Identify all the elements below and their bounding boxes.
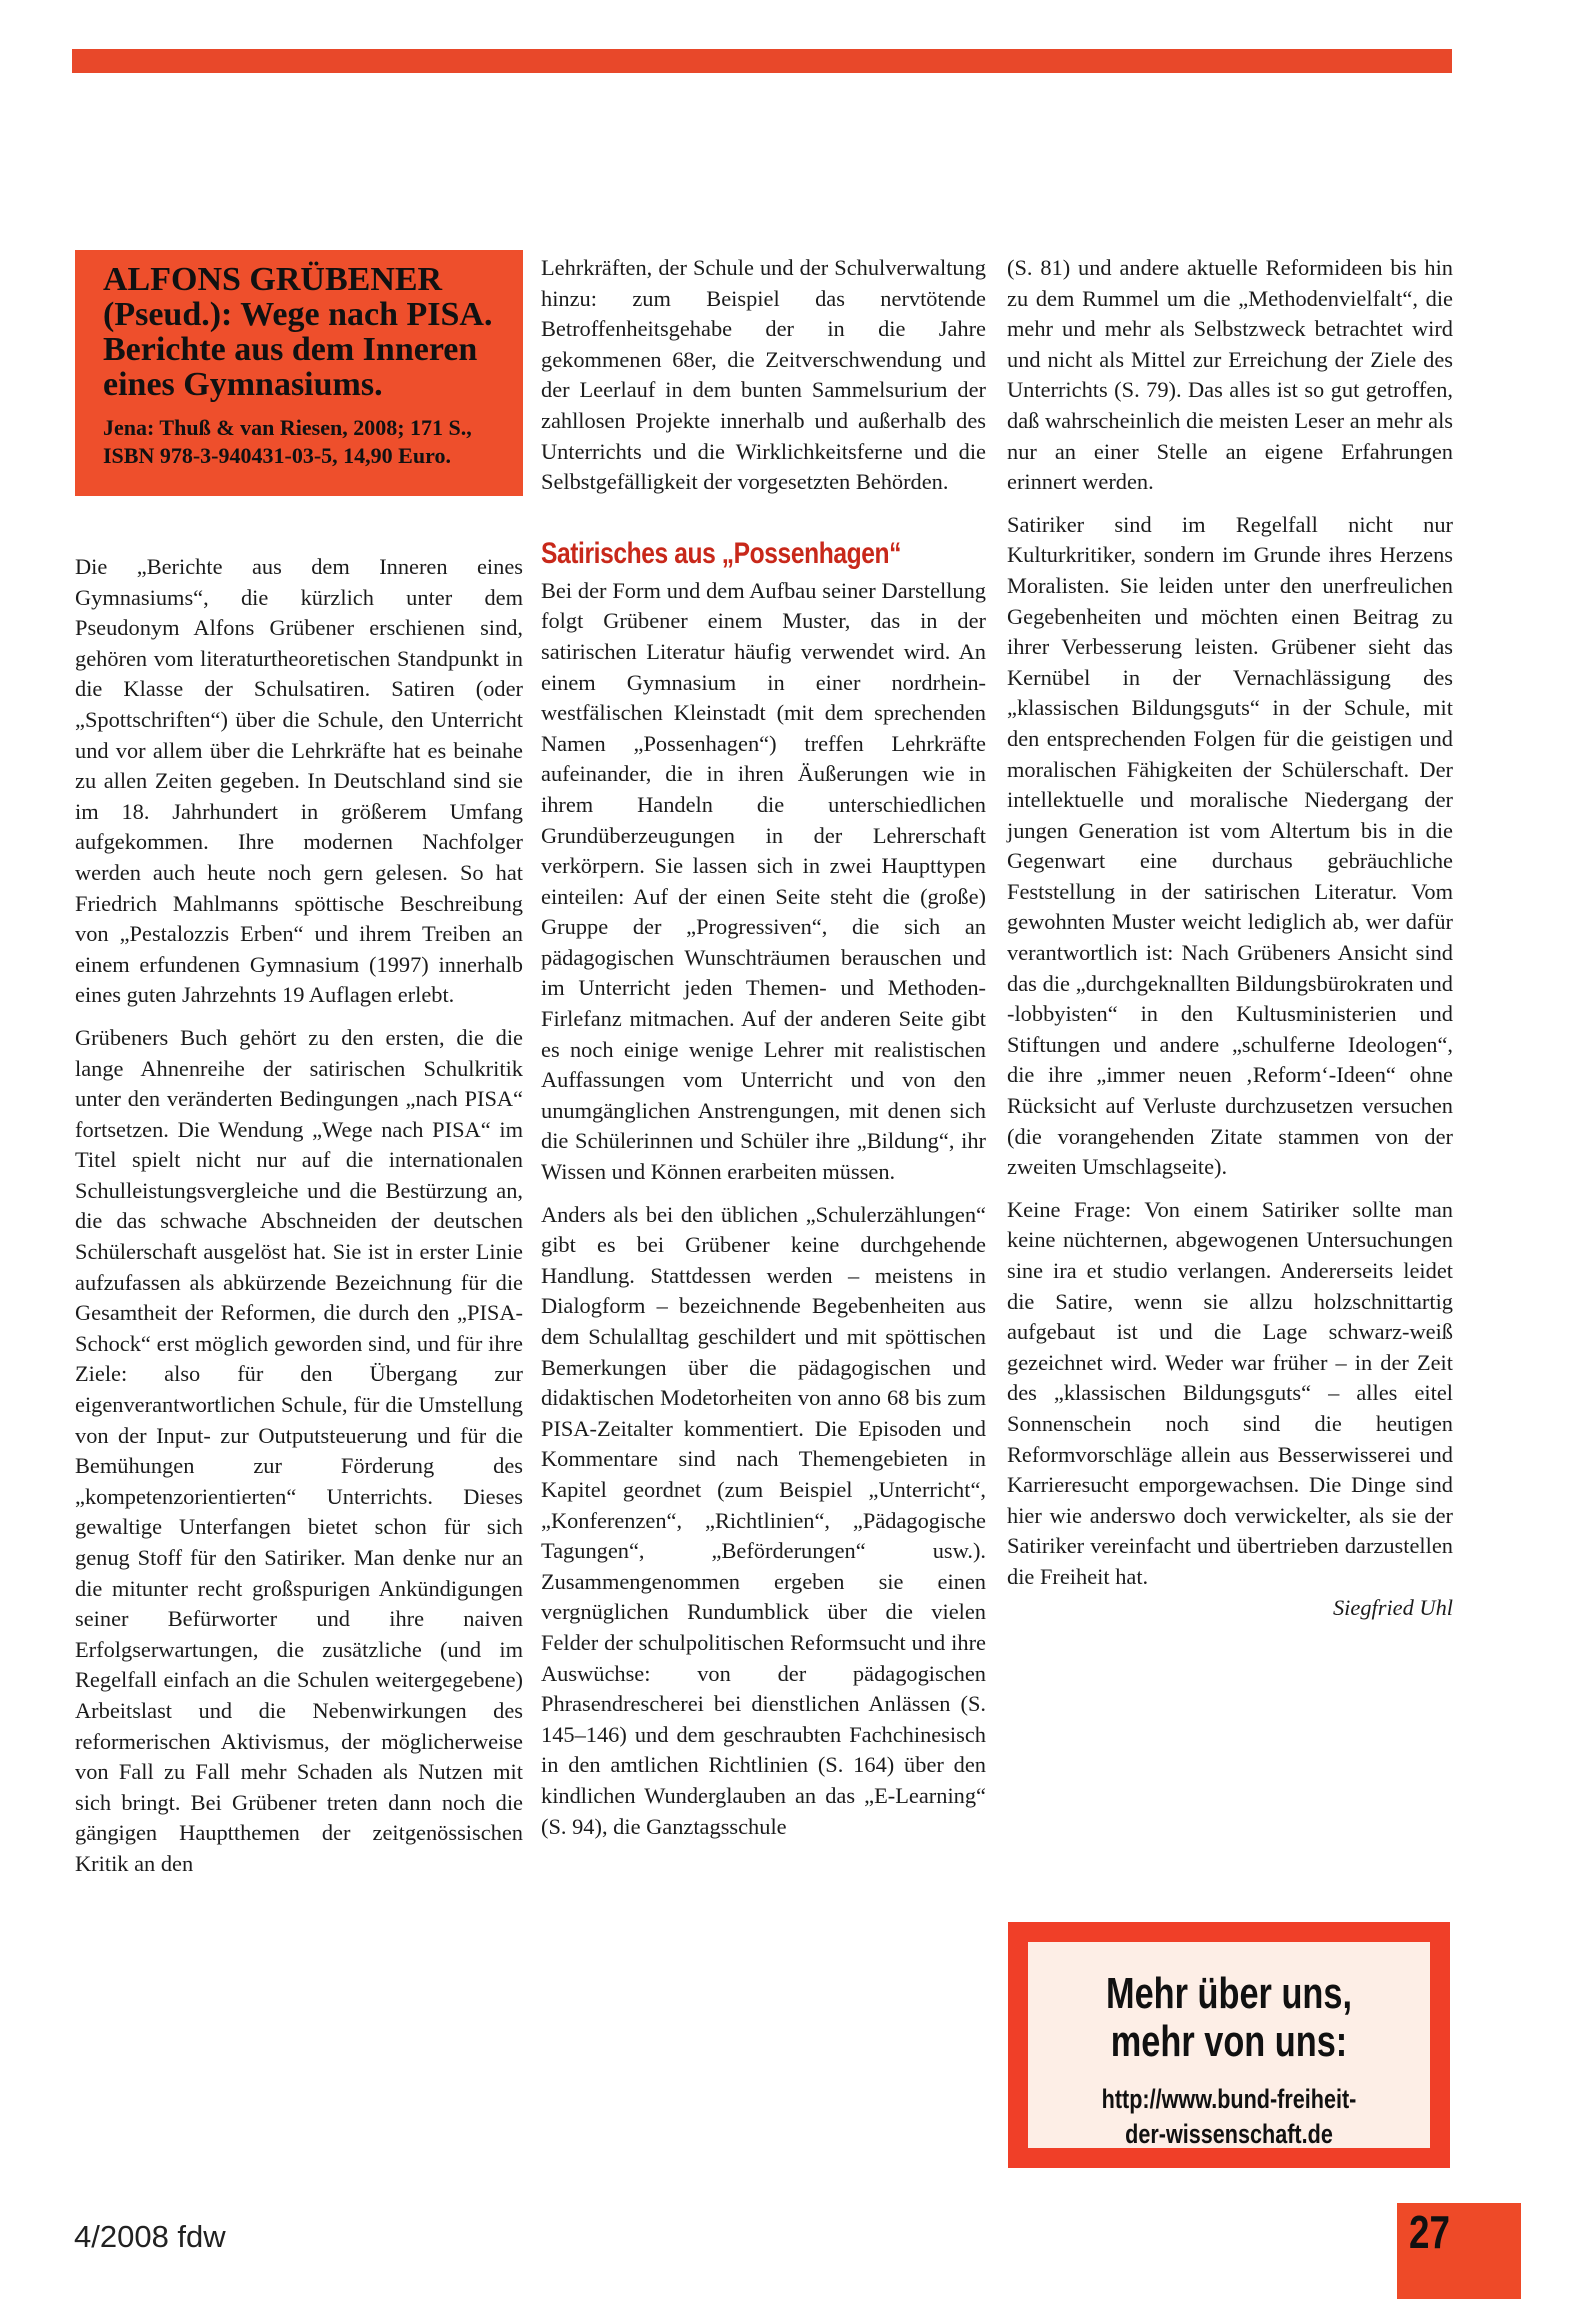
book-title: ALFONS GRÜBENER (Pseud.): Wege nach PISA. Berichte aus dem Inneren eines Gymnasiums.: [103, 261, 493, 403]
paragraph: Lehrkräften, der Schule und der Schulverwaltung hinzu: zum Beispiel das nervtötende Betroffenheitsgehabe der in die Jahre gekommenen 68er, die Zeitverschwendung und der Leerlauf in dem bunten Sammelsurium der zahllosen Projekte innerhalb und außerhalb des Unterrichts und die Wirklichkeitsferne und die Selbstgefälligkeit der vorgesetzten Behörden.: [541, 255, 986, 495]
ad-url-line2[interactable]: der-wissenschaft.de: [1125, 2119, 1333, 2149]
paragraph: Grübeners Buch gehört zu den ersten, die die lange Ahnenreihe der satirischen Schulkritik unter den veränderten Bedingungen „nach PISA“ fortsetzen. Die Wendung „Wege nach PISA“ im Titel spielt nicht nur auf die internationalen Schulleistungsvergleiche und die Bestürzung an, die das schwache Abschneiden der deutschen Schülerschaft ausgelöst hat. Sie ist in erster Linie aufzufassen als abkürzende Bezeichnung für die Gesamtheit der Reformen, die durch den „PISA-Schock“ erst möglich geworden sind, und für ihre Ziele: also für den Übergang zur eigenverantwortlichen Schule, für die Umstellung von der Input- zur Outputsteuerung und für die Bemühungen zur Förderung des „kompetenzorientierten“ Unterrichts. Dieses gewaltige Unterfangen bietet schon für sich genug Stoff für den Satiriker. Man denke nur an die mitunter recht großspurigen Ankündigungen seiner Befürworter und ihre naiven Erfolgserwartungen, die zusätzliche (und im Regelfall einfach an die Schulen weitergegebene) Arbeitslast und die Nebenwirkungen des reformerischen Aktivismus, der möglicherweise von Fall zu Fall mehr Schaden als Nutzen mit sich bringt. Bei Grübener treten dann noch die gängigen Hauptthemen der zeitgenössischen Kritik an den: [75, 1024, 523, 1876]
column-2: [541, 253, 986, 1842]
page-number-box: [1397, 2203, 1521, 2299]
paragraph: Satiriker sind im Regelfall nicht nur Kulturkritiker, sondern im Grunde ihres Herzens Moralisten. Sie leiden unter den unerfreulichen Gegebenheiten und möchten einen Beitrag zu ihrer Verbesserung leisten. Grübener sieht das Kernübel in der Vernachlässigung des „klassischen Bildungsguts“ in der Schule, mit den entsprechenden Folgen für die geistigen und moralischen Fähigkeiten der Schülerschaft. Der intellektuelle und moralische Niedergang der jungen Generation ist vom Altertum bis in die Gegenwart eine durchaus gebräuchliche Feststellung in der satirischen Literatur. Vom gewohnten Muster weicht lediglich ab, wer dafür verantwortlich ist: Nach Grübeners Ansicht sind das die „durchgeknallten Bildungsbürokraten und -lobbyisten“ in den Kultusministerien und Stiftungen und andere „schulferne Ideologen“, die ihre „immer neuen ‚Reform‘-Ideen“ ohne Rücksicht auf Verluste durchzusetzen versuchen (die vorangehenden Zitate stammen von der zweiten Umschlagseite).: [1007, 511, 1453, 1180]
ad-headline-line1: Mehr über uns,: [1106, 1969, 1352, 2018]
top-accent-bar: [72, 49, 1452, 73]
paragraph: Bei der Form und dem Aufbau seiner Darstellung folgt Grübener einem Muster, das in der satirischen Literatur häufig verwendet wird. An einem Gymnasium in einer nordrhein-westfälischen Kleinstadt (mit dem sprechenden Namen „Possenhagen“) treffen Lehrkräfte aufeinander, die in ihren Äußerungen wie in ihrem Handeln die unterschiedlichen Grundüberzeugungen in der Lehrerschaft verkörpern. Sie lassen sich in zwei Haupttypen einteilen: Auf der einen Seite steht die (große) Gruppe der „Progressiven“, die sich an pädagogischen Wunschträumen berauschen und im Unterricht jeden Themen- und Methoden-Firlefanz mitmachen. Auf der anderen Seite gibt es noch einige wenige Lehrer mit realistischen Auffassungen vom Unterricht und von den unumgänglichen Anstrengungen, mit denen sich die Schülerinnen und Schüler ihre „Bildung“, ihr Wissen und Können erarbeiten müssen.: [541, 577, 986, 1185]
ad-url-line1[interactable]: http://www.bund-freiheit-: [1101, 2084, 1357, 2114]
column-1: [75, 250, 523, 1880]
paragraph: Anders als bei den üblichen „Schulerzählungen“ gibt es bei Grübener keine durchgehende Handlung. Stattdessen werden – meistens in Dialogform – bezeichnende Begebenheiten aus dem Schulalltag geschildert und mit spöttischen Bemerkungen über die pädagogischen und didaktischen Modetorheiten von anno 68 bis zum PISA-Zeitalter kommentiert. Die Episoden und Kommentare sind nach Themengebieten in Kapitel geordnet (zum Beispiel „Unterricht“, „Konferenzen“, „Richtlinien“, „Pädagogische Tagungen“, „Beförderungen“ usw.). Zusammengenommen ergeben sie einen vergnüglichen Rundumblick über die vielen Felder der schulpolitischen Reformsucht und ihre Auswüchse: von der pädagogischen Phrasendrescherei bei dienstlichen Anlässen (S. 145–146) und dem geschraubten Fachchinesisch in den amtlichen Richtlinien (S. 164) über den kindlichen Wunderglauben an das „E-Learning“ (S. 94), die Ganztagsschule: [541, 1201, 986, 1839]
paragraph: (S. 81) und andere aktuelle Reformideen bis hin zu dem Rummel um die „Methodenvielfalt“, die mehr und mehr als Selbstzweck betrachtet wird und nicht als Mittel zur Erreichung der Ziele des Unterrichts (S. 79). Das alles ist so gut getroffen, daß wahrscheinlich die meisten Leser an mehr als nur an einer Stelle an eigene Erfahrungen erinnert werden.: [1007, 255, 1453, 495]
page-number: 27: [1409, 2206, 1450, 2258]
paragraph: Die „Berichte aus dem Inneren eines Gymnasiums“, die kürzlich unter dem Pseudonym Alfons Grübener erschienen sind, gehören vom literaturtheoretischen Standpunkt in die Klasse der Schulsatiren. Satiren (oder „Spottschriften“) über die Schule, den Unterricht und vor allem über die Lehrkräfte hat es beinahe zu allen Zeiten gegeben. In Deutschland sind sie im 18. Jahrhundert in größerem Umfang aufgekommen. Ihre modernen Nachfolger werden auch heute noch gern gelesen. So hat Friedrich Mahlmanns spöttische Beschreibung von „Pestalozzis Erben“ und ihrem Treiben an einem erfundenen Gymnasium (1997) innerhalb eines guten Jahrzehnts 19 Auflagen erlebt.: [75, 554, 523, 1008]
book-publication: Jena: Thuß & van Riesen, 2008; 171 S., ISBN 978-3-940431-03-5, 14,90 Euro.: [103, 415, 472, 468]
ad-headline-line2: mehr von uns:: [1110, 2017, 1348, 2066]
column-3: [1007, 253, 1453, 1635]
author-signature: Siegfried Uhl: [1332, 1594, 1453, 1620]
book-info-box: [75, 250, 523, 496]
footer-issue: 4/2008 fdw: [74, 2219, 226, 2254]
paragraph: Keine Frage: Von einem Satiriker sollte man keine nüchternen, abgewogenen Untersuchungen sine ira et studio verlangen. Andererseits leidet die Satire, wenn sie allzu holzschnittartig aufgebaut ist und die Lage schwarz-weiß gezeichnet wird. Weder war früher – in der Zeit des „klassischen Bildungsguts“ – alles eitel Sonnenschein noch sind die heutigen Reformvorschläge allein aus Besserwisserei und Karrieresucht emporgewachsen. Die Dinge sind hier wie anderswo doch verwickelter, als sie der Satiriker vereinfacht und übertrieben darzustellen die Freiheit hat.: [1007, 1196, 1453, 1589]
advertisement-inner: [1028, 1942, 1430, 2148]
advertisement-box: [1008, 1922, 1450, 2168]
section-heading: Satirisches aus „Possenhagen“: [541, 536, 901, 570]
